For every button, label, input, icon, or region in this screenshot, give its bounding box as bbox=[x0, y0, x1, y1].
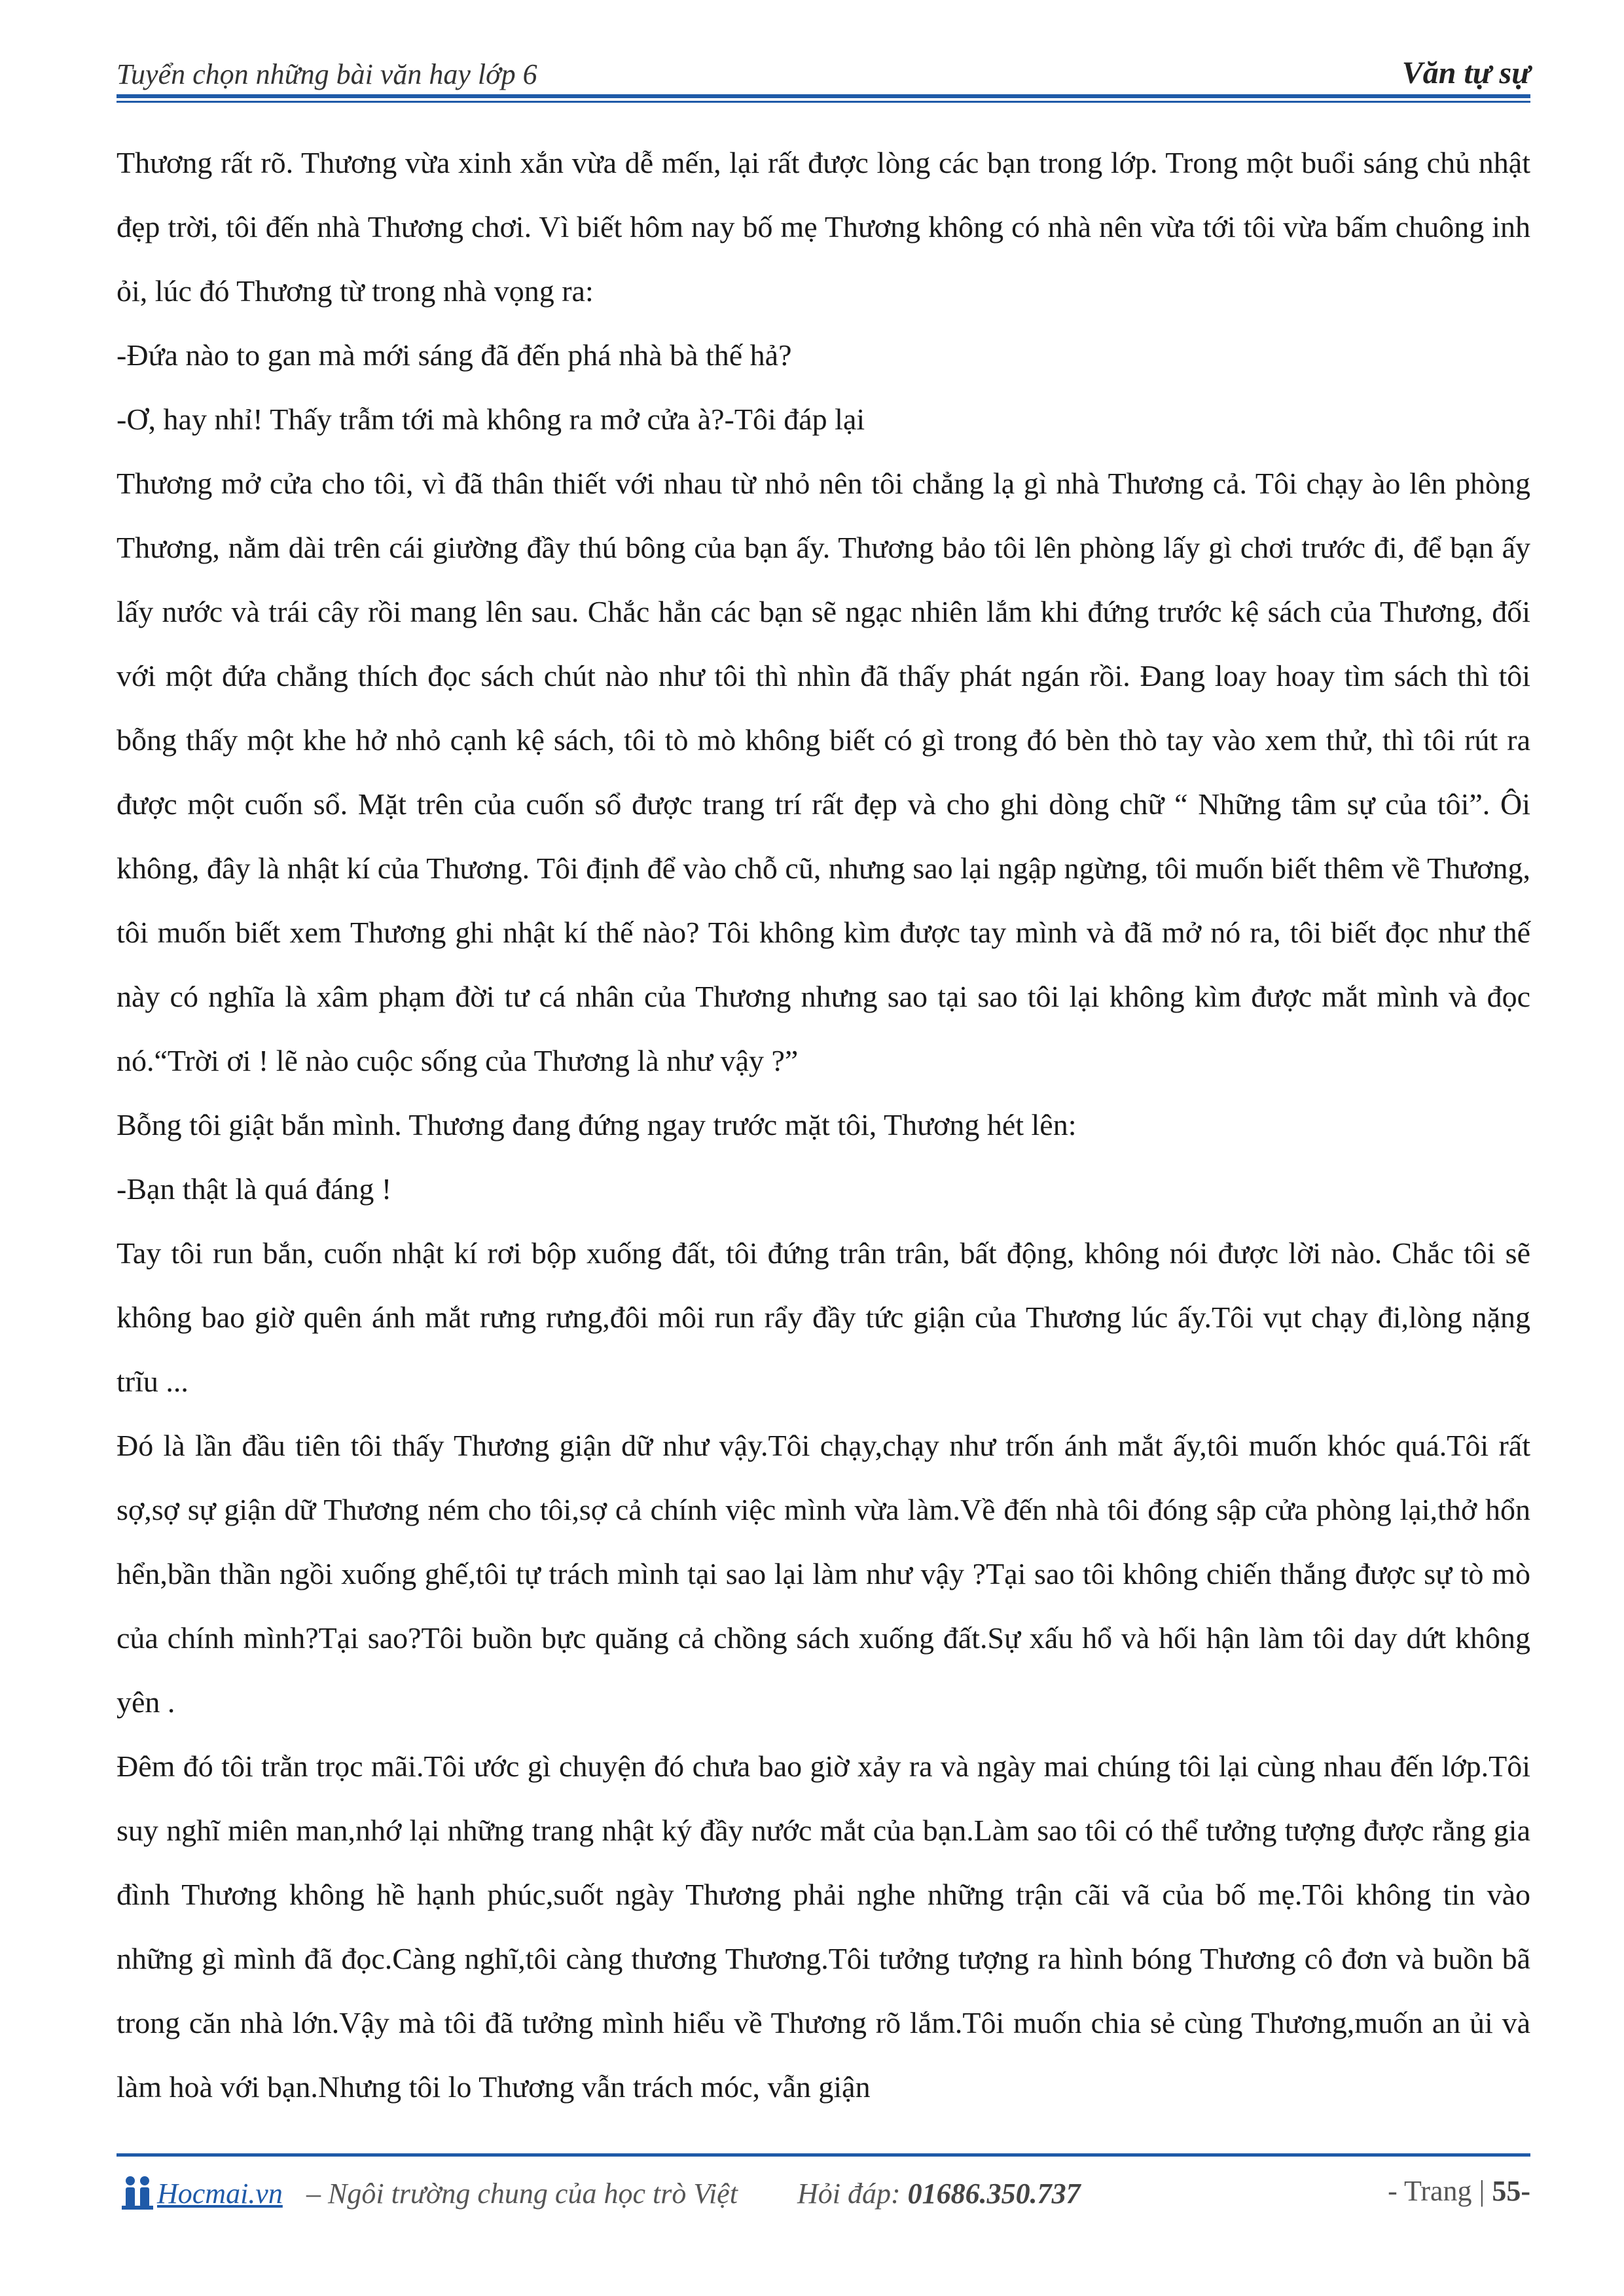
hotline-label: Hỏi đáp: bbox=[797, 2178, 908, 2210]
paragraph: -Ơ, hay nhỉ! Thấy trẫm tới mà không ra mở cửa à?-Tôi đáp lại bbox=[117, 403, 865, 436]
hocmai-logo-icon bbox=[120, 2174, 154, 2211]
paragraph: -Đứa nào to gan mà mới sáng đã đến phá nhà bà thế hả? bbox=[117, 338, 792, 372]
hotline bbox=[797, 2177, 1081, 2210]
paragraph: Bỗng tôi giật bắn mình. Thương đang đứng ngay trước mặt tôi, Thương hét lên: bbox=[117, 1108, 1077, 1141]
header-rule-thick bbox=[117, 94, 1530, 98]
site-slogan: – Ngôi trường chung của học trò Việt bbox=[306, 2178, 738, 2210]
page-footer bbox=[117, 2160, 1530, 2232]
paragraph: Thương mở cửa cho tôi, vì đã thân thiết với nhau từ nhỏ nên tôi chẳng lạ gì nhà Thương cả. Tôi chạy ào lên phòng Thương, nằm dài trên cái giường đầy thú bông của bạn ấy. Thương bảo tôi lên phòng lấy gì chơi trước đi, để bạn ấy lấy nước và trái cây rồi mang lên sau. Chắc hẳn các bạn sẽ ngạc nhiên lắm khi đứng trước kệ sách của Thương, đối với một đứa chẳng thích đọc sách chút nào như tôi thì nhìn đã thấy phát ngán rồi. Đang loay hoay tìm sách thì tôi bỗng thấy một khe hở nhỏ cạnh kệ sách, tôi tò mò không biết có gì trong đó bèn thò tay vào xem thử, thì tôi rút ra được một cuốn sổ. Mặt trên của cuốn sổ được trang trí rất đẹp và cho ghi dòng chữ “ Những tâm sự của tôi”. Ôi không, đây là nhật kí của Thương. Tôi định để vào chỗ cũ, nhưng sao lại ngập ngừng, tôi muốn biết thêm về Thương, tôi muốn biết xem Thương ghi nhật kí thế nào? Tôi không kìm được tay mình và đã mở nó ra, tôi biết đọc như thế này có nghĩa là xâm phạm đời tư cá nhân của Thương nhưng sao tại sao tôi lại không kìm được mắt mình và đọc nó.“Trời ơi ! lẽ nào cuộc sống của Thương là như vậy ?” bbox=[117, 467, 1530, 1077]
footer-rule bbox=[117, 2153, 1530, 2157]
page-label: - Trang | bbox=[1388, 2175, 1492, 2207]
book-title: Tuyển chọn những bài văn hay lớp 6 bbox=[117, 58, 537, 90]
paragraph: Tay tôi run bắn, cuốn nhật kí rơi bộp xuống đất, tôi đứng trân trân, bất động, không nói được lời nào. Chắc tôi sẽ không bao giờ quên ánh mắt rưng rưng,đôi môi run rẩy đầy tức giận của Thương lúc ấy.Tôi vụt chạy đi,lòng nặng trĩu ... bbox=[117, 1236, 1530, 1398]
site-link[interactable]: Hocmai.vn bbox=[157, 2178, 283, 2210]
header-rule-thin bbox=[117, 101, 1530, 103]
page-number-value: 55- bbox=[1492, 2175, 1530, 2207]
section-title: Văn tự sự bbox=[1401, 56, 1530, 90]
page-header bbox=[117, 46, 1530, 98]
page-number bbox=[1388, 2174, 1530, 2208]
paragraph: Đêm đó tôi trằn trọc mãi.Tôi ước gì chuyện đó chưa bao giờ xảy ra và ngày mai chúng tôi lại cùng nhau đến lớp.Tôi suy nghĩ miên man,nhớ lại những trang nhật ký đầy nước mắt của bạn.Làm sao tôi có thể tưởng tượng được rằng gia đình Thương không hề hạnh phúc,suốt ngày Thương phải nghe những trận cãi vã của bố mẹ.Tôi không tin vào những gì mình đã đọc.Càng nghĩ,tôi càng thương Thương.Tôi tưởng tượng ra hình bóng Thương cô đơn và buồn bã trong căn nhà lớn.Vậy mà tôi đã tưởng mình hiểu về Thương rõ lắm.Tôi muốn chia sẻ cùng Thương,muốn an ủi và làm hoà với bạn.Nhưng tôi lo Thương vẫn trách móc, vẫn giận bbox=[117, 1749, 1530, 2104]
paragraph: -Bạn thật là quá đáng ! bbox=[117, 1172, 392, 1206]
hotline-number: 01686.350.737 bbox=[907, 2178, 1081, 2210]
paragraph: Đó là lần đầu tiên tôi thấy Thương giận dữ như vậy.Tôi chạy,chạy như trốn ánh mắt ấy,tôi muốn khóc quá.Tôi rất sợ,sợ sự giận dữ Thương ném cho tôi,sợ cả chính việc mình vừa làm.Về đến nhà tôi đóng sập cửa phòng lại,thở hổn hển,bần thần ngồi xuống ghế,tôi tự trách mình tại sao lại làm như vậy ?Tại sao tôi không chiến thắng được sự tò mò của chính mình?Tại sao?Tôi buồn bực quăng cả chồng sách xuống đất.Sự xấu hổ và hối hận làm tôi day dứt không yên . bbox=[117, 1429, 1530, 1719]
paragraph: Thương rất rõ. Thương vừa xinh xắn vừa dễ mến, lại rất được lòng các bạn trong lớp. Trong một buổi sáng chủ nhật đẹp trời, tôi đến nhà Thương chơi. Vì biết hôm nay bố mẹ Thương không có nhà nên vừa tới tôi vừa bấm chuông inh ỏi, lúc đó Thương từ trong nhà vọng ra: bbox=[117, 146, 1530, 308]
body-text bbox=[117, 131, 1530, 2119]
